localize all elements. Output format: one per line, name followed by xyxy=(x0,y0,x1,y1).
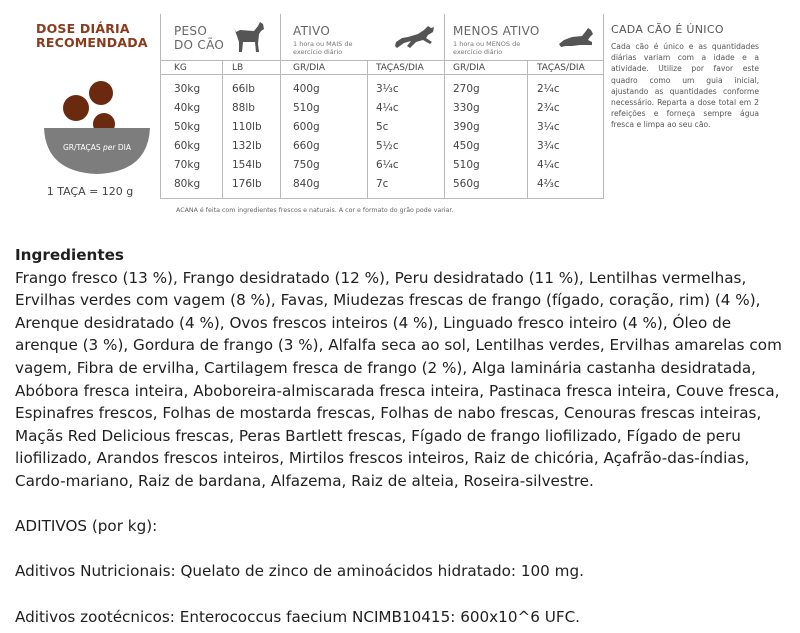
table-cell: 390g xyxy=(453,121,480,133)
additives-heading: ADITIVOS (por kg): xyxy=(15,517,158,536)
less-active-header: MENOS ATIVO xyxy=(453,24,540,38)
table-cell: 4⅔c xyxy=(537,178,560,190)
dose-title: DOSE DIÁRIA RECOMENDADA xyxy=(36,21,148,50)
bowl-icon xyxy=(40,78,156,178)
table-cell: 3⅓c xyxy=(376,83,399,95)
table-cell: 60kg xyxy=(174,140,201,152)
bowl-illustration xyxy=(40,78,156,178)
column-header-active-gr: GR/DIA xyxy=(293,63,326,73)
cup-note: 1 TAÇA = 120 g xyxy=(46,185,134,198)
column-header-kg: KG xyxy=(174,63,187,73)
table-cell: 6¼c xyxy=(376,159,399,171)
table-cell: 110lb xyxy=(232,121,262,133)
table-cell: 4¼c xyxy=(537,159,560,171)
feeding-chart xyxy=(0,0,800,225)
running-dog-icon xyxy=(394,24,436,50)
bowl-label-mid: per xyxy=(103,143,116,152)
table-cell: 2¼c xyxy=(537,83,560,95)
bowl-label-right: DIA xyxy=(117,143,132,152)
table-cell: 3¼c xyxy=(537,121,560,133)
ingredients-title: Ingredientes xyxy=(15,246,124,264)
table-cell: 154lb xyxy=(232,159,262,171)
nutritional-additives: Aditivos Nutricionais: Quelato de zinco de aminoácidos hidratado: 100 mg. xyxy=(15,562,584,581)
table-cell: 80kg xyxy=(174,178,201,190)
table-cell: 7c xyxy=(376,178,389,190)
column-header-less-gr: GR/DIA xyxy=(453,63,486,73)
text-section xyxy=(15,244,790,628)
table-cell: 600g xyxy=(293,121,320,133)
table-cell: 400g xyxy=(293,83,320,95)
column-header-lb: LB xyxy=(232,63,244,73)
table-cell: 660g xyxy=(293,140,320,152)
table-cell: 450g xyxy=(453,140,480,152)
unique-text: Cada cão é único e as quantidades diárias variam com a idade e a atividade. Utilize por favor este quadro como um guia inicial, ajustando as quantidades conforme necessário. Reparta a dose total em 2 refeições e forneça sempre água fresca e limpa ao seu cão. xyxy=(611,42,759,130)
table-cell: 750g xyxy=(293,159,320,171)
active-subheader: 1 hora ou MAIS de exercício diário xyxy=(293,40,353,56)
column-header-less-cups: TAÇAS/DIA xyxy=(537,63,585,73)
column-header-active-cups: TAÇAS/DIA xyxy=(376,63,424,73)
svg-text:GR/TAÇAS per D xyxy=(63,143,132,152)
table-cell: 88lb xyxy=(232,102,255,114)
table-cell: 50kg xyxy=(174,121,201,133)
weight-header: PESO DO CÃO xyxy=(174,24,225,52)
table-cell: 5c xyxy=(376,121,389,133)
table-cell: 40kg xyxy=(174,102,201,114)
bowl-label-left: GR/TAÇAS xyxy=(62,143,101,152)
chart-footnote: ACANA é feita com ingredientes frescos e naturais. A cor e formato do grão pode variar. xyxy=(176,207,454,214)
less-active-subheader: 1 hora ou MENOS de exercício diário xyxy=(453,40,521,56)
ingredients-text: Frango fresco (13 %), Frango desidratado (12 %), Peru desidratado (11 %), Lentilhas vermelhas, Ervilhas verdes com vagem (8 %), Favas, Miudezas frescas de frango (fígado, coração, rim) (4 %), Arenque desidratado (4 %), Ovos frescos inteiros (4 %), Linguado fresco inteiro (4 %), Óleo de arenque (3 %), Gordura de frango (3 %), Alfalfa seca ao sol, Lentilhas verdes, Ervilhas amarelas com vagem, Fibra de ervilha, Cartilagem fresca de frango (2 %), Alga laminária castanha desidratada, Abóbora fresca inteira, Aboboreira-almiscarada fresca inteira, Pastinaca fresca inteira, Couve fresca, Espinafres frescos, Folhas de mostarda frescas, Folhas de nabo frescas, Cenouras frescas inteiras, Maçãs Red Delicious frescas, Peras Bartlett frescas, Fígado de frango liofilizado, Fígado de peru liofilizado, Arandos frescos inteiros, Mirtilos frescos inteiros, Raiz de chicória, Açafrão-das-índias, Cardo-mariano, Raiz de bardana, Alfazema, Raiz de alteia, Roseira-silvestre. xyxy=(15,268,782,490)
table-cell: 270g xyxy=(453,83,480,95)
table-cell: 4¼c xyxy=(376,102,399,114)
active-header: ATIVO xyxy=(293,24,331,38)
table-cell: 3¾c xyxy=(537,140,560,152)
table-cell: 132lb xyxy=(232,140,262,152)
table-cell: 176lb xyxy=(232,178,262,190)
table-cell: 330g xyxy=(453,102,480,114)
table-cell: 2¾c xyxy=(537,102,560,114)
table-cell: 840g xyxy=(293,178,320,190)
table-cell: 30kg xyxy=(174,83,201,95)
table-cell: 510g xyxy=(453,159,480,171)
standing-dog-icon xyxy=(230,20,266,54)
table-cell: 70kg xyxy=(174,159,201,171)
table-cell: 66lb xyxy=(232,83,255,95)
resting-dog-icon xyxy=(558,26,594,48)
table-cell: 560g xyxy=(453,178,480,190)
zootechnical-additives: Aditivos zootécnicos: Enterococcus faecium NCIMB10415: 600x10^6 UFC. xyxy=(15,607,580,626)
unique-title: CADA CÃO É ÚNICO xyxy=(611,23,724,36)
table-cell: 5½c xyxy=(376,140,399,152)
table-cell: 510g xyxy=(293,102,320,114)
